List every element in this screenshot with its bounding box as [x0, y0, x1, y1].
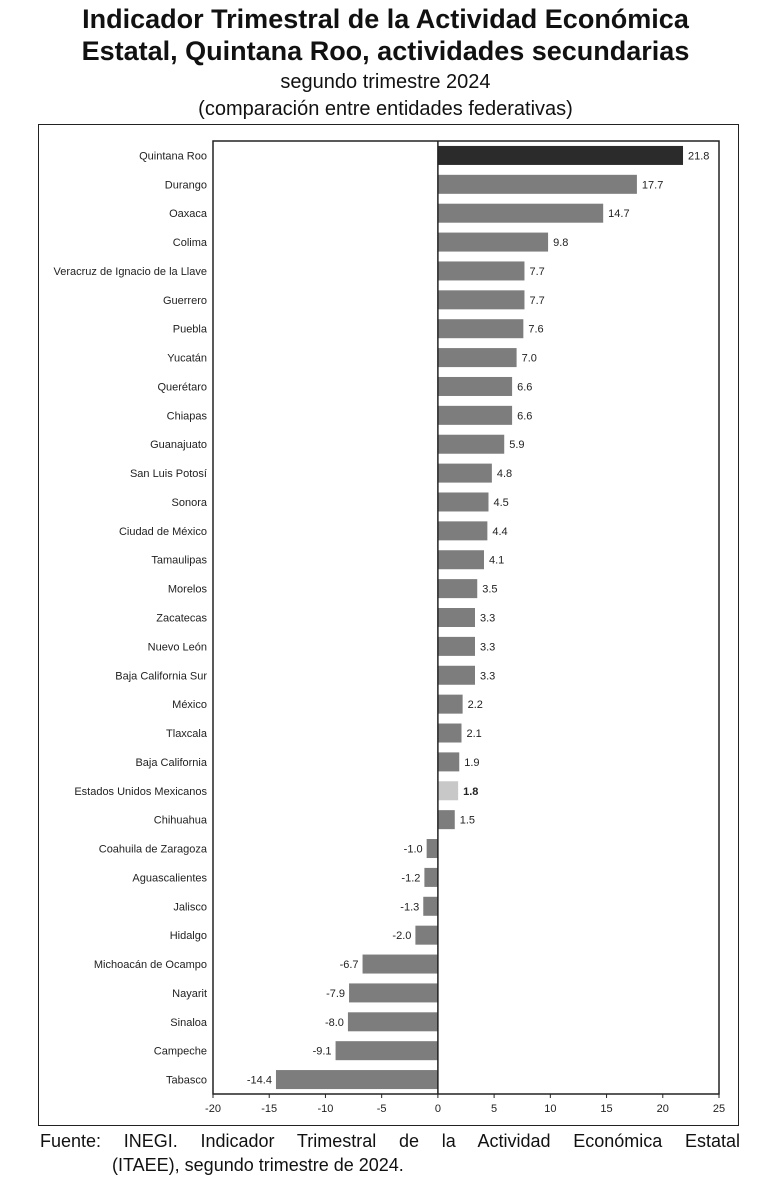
- bar: [438, 637, 475, 656]
- category-label: Guerrero: [162, 294, 207, 307]
- category-label: Guanajuato: [150, 439, 207, 452]
- x-tick-label: 20: [656, 1103, 669, 1115]
- bar: [438, 695, 463, 714]
- chart-subtitle: segundo trimestre 2024: [280, 71, 491, 93]
- category-label: Yucatán: [167, 352, 207, 365]
- bar: [415, 926, 437, 945]
- x-tick-label: 25: [712, 1103, 726, 1115]
- bar: [438, 810, 455, 829]
- data-label: -1.3: [400, 901, 420, 914]
- data-label: 4.4: [492, 525, 508, 538]
- category-label: Michoacán de Ocampo: [93, 959, 207, 972]
- data-label: 7.7: [529, 265, 545, 278]
- data-label: -14.4: [246, 1074, 272, 1087]
- bar: [423, 897, 438, 916]
- data-label: -2.0: [392, 930, 412, 943]
- data-label: 4.8: [496, 468, 513, 481]
- data-label: 14.7: [608, 208, 630, 221]
- category-label: Coahuila de Zaragoza: [98, 843, 207, 856]
- category-label: Chiapas: [166, 410, 207, 423]
- bar: [336, 1041, 438, 1060]
- data-label: 1.5: [459, 814, 476, 827]
- data-label: 7.0: [521, 352, 537, 365]
- data-label: -8.0: [324, 1016, 344, 1029]
- bar: [438, 608, 475, 627]
- x-tick-label: -5: [376, 1103, 387, 1115]
- data-label: 6.6: [517, 410, 533, 423]
- data-label: 3.3: [479, 641, 496, 654]
- x-tick-label: 5: [491, 1103, 498, 1115]
- category-label: Morelos: [167, 583, 207, 596]
- bar: [438, 233, 548, 252]
- chart-title-line-2: Estatal, Quintana Roo, actividades secundarias: [81, 36, 690, 66]
- category-label: Querétaro: [157, 381, 207, 394]
- data-label: 3.5: [482, 583, 498, 596]
- category-label: Estados Unidos Mexicanos: [74, 785, 207, 798]
- bar: [438, 492, 489, 511]
- bar: [349, 983, 438, 1002]
- bar: [438, 435, 504, 454]
- bar: [438, 521, 487, 540]
- data-label: 7.6: [528, 323, 544, 336]
- bar: [438, 319, 523, 338]
- data-label: 1.9: [464, 756, 480, 769]
- category-label: Baja California Sur: [115, 670, 207, 683]
- category-label: Baja California: [135, 756, 207, 769]
- category-label: Tlaxcala: [166, 728, 207, 741]
- category-label: Hidalgo: [169, 930, 207, 943]
- data-label: 9.8: [553, 237, 569, 250]
- source-note-line-1: Fuente: INEGI. Indicador Trimestral de la Actividad Económica Estatal: [40, 1131, 740, 1151]
- category-label: Chihuahua: [153, 814, 207, 827]
- bar: [438, 146, 683, 165]
- data-label: -1.2: [401, 872, 421, 885]
- category-label: San Luis Potosí: [129, 468, 207, 481]
- category-label: Oaxaca: [169, 208, 207, 221]
- bar: [276, 1070, 438, 1089]
- data-label: 3.3: [479, 670, 496, 683]
- category-label: Campeche: [153, 1045, 207, 1058]
- category-label: Zacatecas: [156, 612, 207, 625]
- category-label: Tamaulipas: [151, 554, 207, 567]
- data-label: 4.1: [488, 554, 505, 567]
- x-tick-label: -20: [205, 1103, 221, 1115]
- category-label: Nuevo León: [147, 641, 207, 654]
- data-label: -9.1: [312, 1045, 332, 1058]
- data-label: 21.8: [688, 150, 710, 163]
- bar: [438, 464, 492, 483]
- category-label: Durango: [164, 179, 207, 192]
- category-label: Ciudad de México: [118, 525, 207, 538]
- bar: [438, 175, 637, 194]
- data-label: 4.5: [493, 496, 509, 509]
- data-label: 1.8: [463, 785, 479, 798]
- category-label: Veracruz de Ignacio de la Llave: [53, 265, 207, 278]
- bar: [363, 955, 438, 974]
- data-label: 5.9: [509, 439, 525, 452]
- chart-subtitle-2: (comparación entre entidades federativas): [198, 98, 573, 120]
- bar: [438, 666, 475, 685]
- category-label: Quintana Roo: [139, 150, 207, 163]
- data-label: 3.3: [479, 612, 496, 625]
- bar: [438, 261, 525, 280]
- data-label: 6.6: [517, 381, 533, 394]
- category-label: Aguascalientes: [132, 872, 207, 885]
- category-label: México: [172, 699, 207, 712]
- bar: [438, 406, 512, 425]
- bar: [438, 724, 462, 743]
- category-label: Sonora: [171, 496, 207, 509]
- x-tick-label: 10: [544, 1103, 557, 1115]
- data-label: -6.7: [339, 959, 359, 972]
- chart-title-line-1: Indicador Trimestral de la Actividad Económica: [82, 4, 689, 34]
- data-label: -7.9: [326, 987, 346, 1000]
- bar: [438, 752, 459, 771]
- x-tick-label: -15: [261, 1103, 278, 1115]
- bar: [438, 377, 512, 396]
- bar: [427, 839, 438, 858]
- category-label: Sinaloa: [170, 1016, 207, 1029]
- source-note-line-2: (ITAEE), segundo trimestre de 2024.: [112, 1155, 404, 1175]
- bar: [438, 579, 477, 598]
- category-label: Colima: [172, 237, 207, 250]
- x-tick-label: 15: [600, 1103, 613, 1115]
- bar: [348, 1012, 438, 1031]
- bar: [438, 348, 517, 367]
- data-label: -1.0: [403, 843, 423, 856]
- bar: [438, 204, 603, 223]
- bar: [424, 868, 437, 887]
- category-label: Tabasco: [166, 1074, 207, 1087]
- category-label: Nayarit: [172, 987, 207, 1000]
- category-label: Jalisco: [173, 901, 207, 914]
- x-tick-label: -10: [317, 1103, 334, 1115]
- data-label: 2.1: [466, 728, 482, 741]
- data-label: 7.7: [529, 294, 545, 307]
- x-tick-label: 0: [434, 1103, 441, 1115]
- data-label: 2.2: [467, 699, 483, 712]
- data-label: 17.7: [641, 179, 664, 192]
- category-label: Puebla: [172, 323, 207, 336]
- bar: [438, 781, 458, 800]
- bar: [438, 550, 484, 569]
- bar: [438, 290, 525, 309]
